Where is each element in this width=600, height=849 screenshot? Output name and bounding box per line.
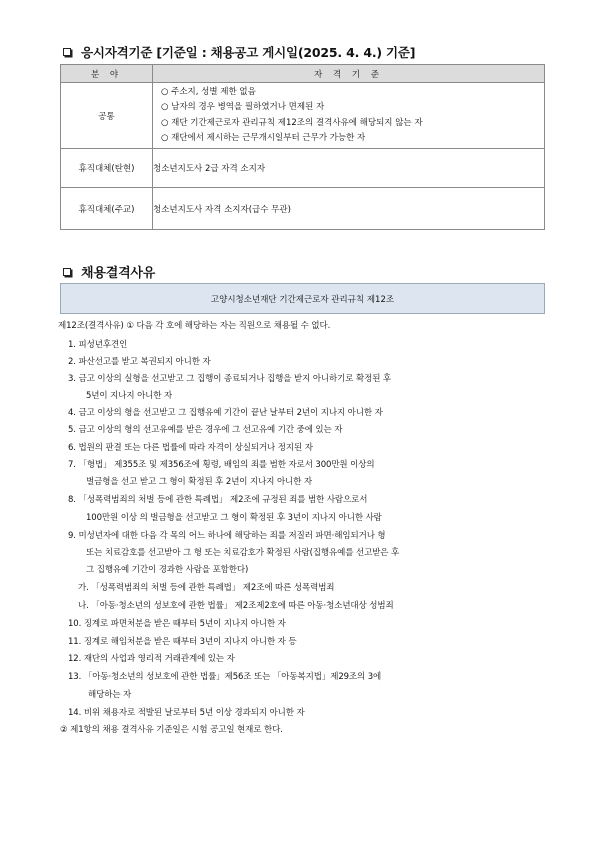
disqualification-heading: [63, 262, 155, 281]
row-criteria: [153, 83, 545, 149]
criteria-item: ○ 재단 기간제근로자 관리규칙 제12조의 결격사유에 해당되지 않는 자: [161, 117, 423, 128]
criteria-item: ○ 재단에서 제시하는 근무개시일부터 근무가 가능한 자: [161, 133, 366, 143]
rule-line: 또는 치료감호를 선고받아 그 형 또는 치료감호가 확정된 사람(집행유예를 선고받은 후: [86, 548, 400, 558]
row-field: 휴직대체(주교): [61, 188, 153, 230]
rule-line: 13. 「아동‧청소년의 성보호에 관한 법률」제56조 또는 「아동복지법」제29조의 3에: [68, 672, 382, 682]
rule-line: 제12조(결격사유) ① 다음 각 호에 해당하는 자는 직원으로 채용될 수 없다.: [58, 321, 331, 331]
rule-line: ② 제1항의 채용 결격사유 기준일은 시험 공고일 현재로 한다.: [60, 725, 283, 735]
rule-line: 나. 「아동‧청소년의 성보호에 관한 법률」 제2조제2호에 따른 아동‧청소년대상 성범죄: [78, 601, 394, 611]
rule-line: 5년이 지나지 아니한 자: [86, 391, 173, 401]
rule-line: 4. 금고 이상의 형을 선고받고 그 집행유예 기간이 끝난 날부터 2년이 지나지 아니한 자: [68, 408, 383, 418]
rule-line: 1. 피성년후견인: [68, 340, 128, 350]
rule-line: 14. 비위 채용자로 적발된 날로부터 5년 이상 경과되지 아니한 자: [68, 708, 305, 718]
rule-line: 100만원 이상 의 벌금형을 선고받고 그 형이 확정된 후 3년이 지나지 아니한 사람: [86, 513, 382, 523]
rule-line: 12. 재단의 사업과 영리적 거래관계에 있는 자: [68, 654, 235, 664]
criteria-item: ○ 남자의 경우 병역을 필하였거나 면제된 자: [161, 102, 325, 112]
rule-line: 그 집행유예 기간이 경과한 사람을 포함한다): [86, 565, 249, 575]
rule-line: 8. 「성폭력범죄의 처벌 등에 관한 특례법」 제2조에 규정된 죄를 범한 사람으로서: [68, 495, 368, 505]
rule-line: 9. 미성년자에 대한 다음 각 목의 어느 하나에 해당하는 죄를 저질러 파면‧해임되거나 형: [68, 531, 386, 541]
table-row: [61, 149, 545, 188]
row-field: 휴직대체(탄현): [61, 149, 153, 188]
row-criteria: 청소년지도사 2급 자격 소지자: [153, 149, 545, 188]
rule-line: 벌금형을 선고 받고 그 형이 확정된 후 2년이 지나지 아니한 자: [86, 477, 312, 487]
header-field: 분 야: [61, 65, 153, 83]
table-row: [61, 188, 545, 230]
disqualification-title: 채용결격사유: [81, 266, 156, 281]
rule-title: 고양시청소년재단 기간제근로자 관리규칙 제12조: [210, 294, 395, 305]
rule-line: 해당하는 자: [88, 690, 132, 700]
table-row: [61, 83, 545, 149]
row-field: 공통: [61, 83, 153, 149]
square-checkbox-icon: [63, 48, 71, 56]
rule-line: 11. 징계로 해임처분을 받은 때부터 3년이 지나지 아니한 자 등: [68, 637, 297, 647]
rule-line: 3. 금고 이상의 실형을 선고받고 그 집행이 종료되거나 집행을 받지 아니하기로 확정된 후: [68, 374, 392, 384]
rule-line: 5. 금고 이상의 형의 선고유예를 받은 경우에 그 선고유예 기간 중에 있는 자: [68, 425, 343, 435]
qualification-title: 응시자격기준 [기준일 : 채용공고 게시일(2025. 4. 4.) 기준]: [81, 45, 416, 60]
qualification-table: [60, 64, 545, 230]
rule-line: 가. 「성폭력범죄의 처벌 등에 관한 특례법」 제2조에 따른 성폭력범죄: [78, 583, 335, 593]
table-header-row: [61, 65, 545, 83]
qualification-heading: [63, 43, 415, 61]
square-checkbox-icon: [63, 268, 71, 276]
header-criteria: 자 격 기 준: [153, 65, 545, 83]
rule-line: 2. 파산선고를 받고 복권되지 아니한 자: [68, 357, 211, 367]
rule-line: 10. 징계로 파면처분을 받은 때부터 5년이 지나지 아니한 자: [68, 619, 286, 629]
rule-line: 7. 「형법」 제355조 및 제356조에 횡령, 배임의 죄를 범한 자로서 300만원 이상의: [68, 460, 375, 470]
row-criteria: 청소년지도사 자격 소지자(급수 무관): [153, 188, 545, 230]
rule-title-box: [60, 283, 545, 314]
rule-line: 6. 법원의 판결 또는 다른 법률에 따라 자격이 상실되거나 정지된 자: [68, 443, 313, 453]
criteria-item: ○ 주소지, 성별 제한 없음: [161, 86, 256, 97]
